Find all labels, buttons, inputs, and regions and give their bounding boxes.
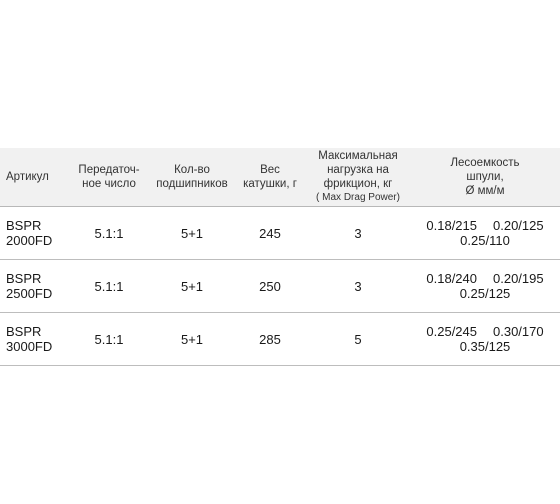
cell-weight bbox=[234, 207, 306, 259]
header-max-drag-text bbox=[316, 149, 400, 205]
header-max-drag bbox=[306, 148, 410, 206]
header-line-capacity-line1: Лесоемкость bbox=[450, 157, 520, 169]
header-bearings bbox=[150, 148, 234, 206]
cell-article bbox=[6, 260, 68, 312]
header-weight-line2: катушки, г bbox=[243, 178, 297, 190]
table-row bbox=[0, 207, 560, 260]
article-text bbox=[6, 271, 52, 301]
header-gear-ratio bbox=[68, 148, 150, 206]
cell-article bbox=[6, 313, 68, 365]
gear-ratio-value: 5.1:1 bbox=[94, 331, 124, 347]
max-drag-value: 3 bbox=[354, 225, 362, 241]
header-line-capacity-text bbox=[450, 156, 519, 198]
cell-bearings bbox=[150, 207, 234, 259]
line-capacity-values bbox=[426, 324, 543, 354]
header-gear-ratio-line2: ное число bbox=[82, 178, 136, 190]
weight-value: 250 bbox=[259, 278, 281, 294]
line-capacity-top bbox=[426, 324, 543, 339]
cell-weight bbox=[234, 313, 306, 365]
spec-table bbox=[0, 148, 560, 366]
article-text bbox=[6, 324, 52, 354]
header-line-capacity bbox=[410, 148, 560, 206]
gear-ratio-value: 5.1:1 bbox=[94, 225, 124, 241]
article-line1: BSPR bbox=[6, 324, 42, 339]
line-capacity-1: 0.18/215 bbox=[426, 218, 477, 233]
cell-gear-ratio bbox=[68, 260, 150, 312]
cell-bearings bbox=[150, 260, 234, 312]
cell-gear-ratio bbox=[68, 207, 150, 259]
header-max-drag-line3: фрикцион, кг bbox=[323, 178, 393, 190]
header-bearings-line2: подшипников bbox=[156, 178, 228, 190]
article-text bbox=[6, 218, 52, 248]
table-header bbox=[0, 148, 560, 207]
header-weight bbox=[234, 148, 306, 206]
article-line1: BSPR bbox=[6, 271, 42, 286]
bearings-value: 5+1 bbox=[180, 225, 204, 241]
cell-max-drag bbox=[306, 207, 410, 259]
header-gear-ratio-line1: Передаточ- bbox=[78, 164, 140, 176]
header-bearings-text bbox=[156, 163, 227, 191]
header-bearings-line1: Кол-во bbox=[174, 164, 210, 176]
line-capacity-top bbox=[426, 271, 543, 286]
gear-ratio-value: 5.1:1 bbox=[94, 278, 124, 294]
article-line1: BSPR bbox=[6, 218, 42, 233]
header-line-capacity-line3: Ø мм/м bbox=[465, 185, 505, 197]
header-article-label: Артикул bbox=[6, 171, 49, 183]
cell-weight bbox=[234, 260, 306, 312]
cell-line-capacity bbox=[410, 313, 560, 365]
line-capacity-3: 0.25/110 bbox=[460, 233, 510, 248]
line-capacity-2: 0.20/195 bbox=[493, 271, 544, 286]
line-capacity-3: 0.35/125 bbox=[459, 339, 511, 354]
line-capacity-2: 0.20/125 bbox=[493, 218, 544, 233]
line-capacity-3: 0.25/125 bbox=[459, 286, 511, 301]
cell-max-drag bbox=[306, 260, 410, 312]
cell-max-drag bbox=[306, 313, 410, 365]
line-capacity-1: 0.18/240 bbox=[426, 271, 477, 286]
weight-value: 245 bbox=[259, 225, 281, 241]
header-max-drag-line1: Максимальная bbox=[318, 150, 398, 162]
header-max-drag-line2: нагрузка на bbox=[327, 164, 389, 176]
weight-value: 285 bbox=[259, 331, 281, 347]
cell-article bbox=[6, 207, 68, 259]
header-article bbox=[6, 148, 68, 206]
header-weight-text bbox=[243, 163, 297, 191]
line-capacity-values bbox=[426, 218, 543, 248]
line-capacity-values bbox=[426, 271, 543, 301]
line-capacity-top bbox=[426, 218, 543, 233]
article-line2: 3000FD bbox=[6, 339, 53, 354]
header-weight-line1: Вес bbox=[260, 164, 280, 176]
max-drag-value: 3 bbox=[354, 278, 362, 294]
table-row bbox=[0, 313, 560, 366]
article-line2: 2500FD bbox=[6, 286, 53, 301]
table-row bbox=[0, 260, 560, 313]
header-line-capacity-line2: шпули, bbox=[466, 171, 504, 183]
cell-gear-ratio bbox=[68, 313, 150, 365]
article-line2: 2000FD bbox=[6, 233, 53, 248]
bearings-value: 5+1 bbox=[180, 331, 204, 347]
max-drag-value: 5 bbox=[354, 331, 362, 347]
cell-bearings bbox=[150, 313, 234, 365]
line-capacity-2: 0.30/170 bbox=[493, 324, 544, 339]
header-gear-ratio-text bbox=[78, 163, 139, 191]
cell-line-capacity bbox=[410, 260, 560, 312]
line-capacity-1: 0.25/245 bbox=[426, 324, 477, 339]
cell-line-capacity bbox=[410, 207, 560, 259]
bearings-value: 5+1 bbox=[180, 278, 204, 294]
header-max-drag-line4: ( Max Drag Power) bbox=[316, 192, 400, 203]
